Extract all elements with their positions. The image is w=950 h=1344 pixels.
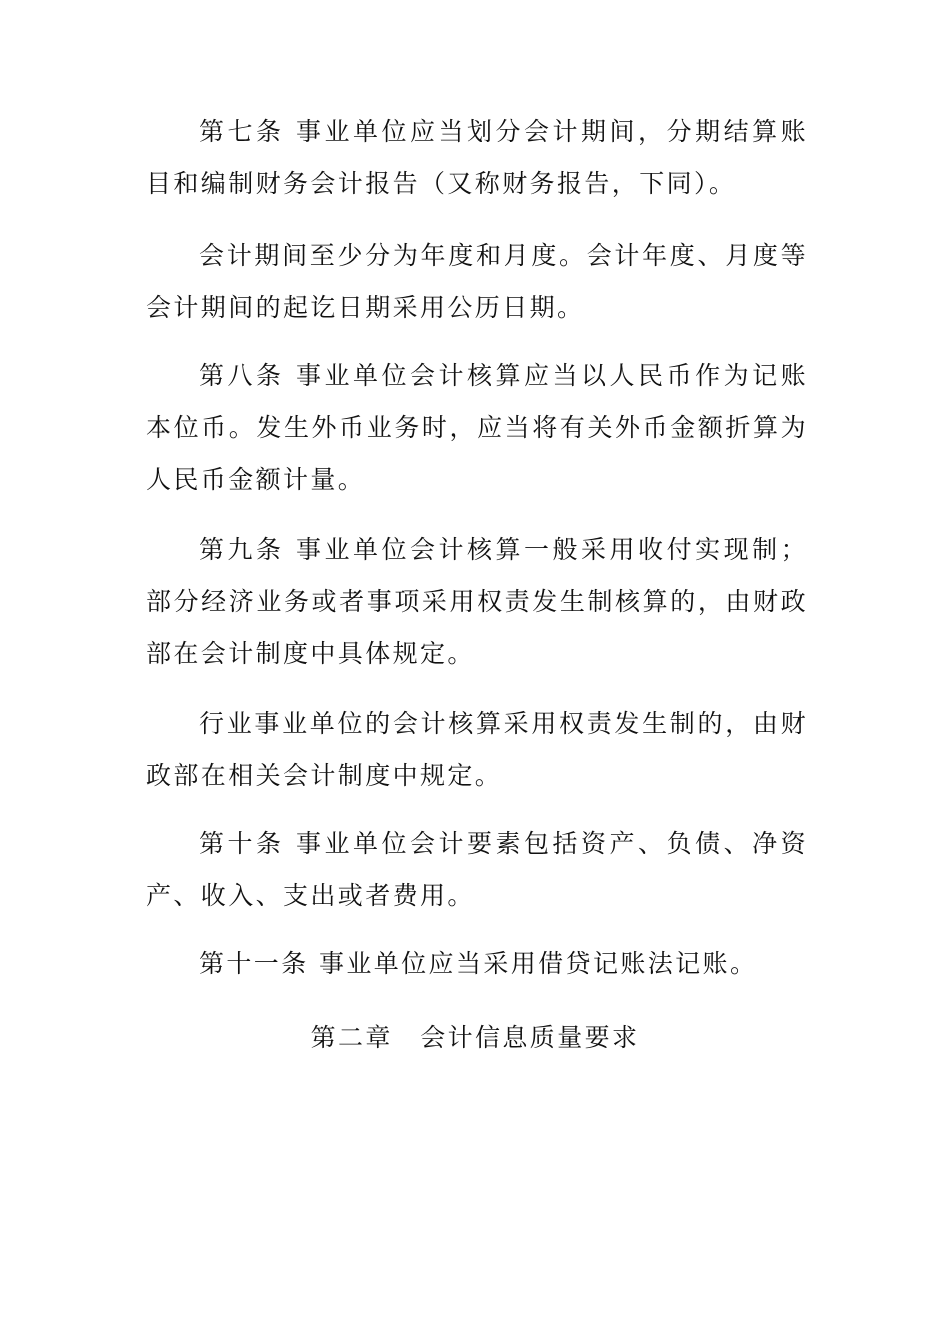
- article-7-paragraph: 第七条 事业单位应当划分会计期间，分期结算账目和编制财务会计报告（又称财务报告，下同）。: [146, 117, 808, 198]
- chapter-heading: 第二章 会计信息质量要求: [310, 1023, 640, 1052]
- article-10-paragraph: 第十条 事业单位会计要素包括资产、负债、净资产、收入、支出或者费用。: [146, 829, 808, 910]
- accounting-period-paragraph: 会计期间至少分为年度和月度。会计年度、月度等会计期间的起讫日期采用公历日期。: [146, 241, 808, 322]
- article-8-paragraph: 第八条 事业单位会计核算应当以人民币作为记账本位币。发生外币业务时，应当将有关外币金额折算为人民币金额计量。: [146, 361, 808, 494]
- article-11-paragraph: 第十一条 事业单位应当采用借贷记账法记账。: [199, 949, 758, 978]
- article-9-paragraph: 第九条 事业单位会计核算一般采用收付实现制；部分经济业务或者事项采用权责发生制核算的，由财政部在会计制度中具体规定。: [146, 535, 808, 668]
- industry-accrual-paragraph: 行业事业单位的会计核算采用权责发生制的，由财政部在相关会计制度中规定。: [146, 709, 808, 790]
